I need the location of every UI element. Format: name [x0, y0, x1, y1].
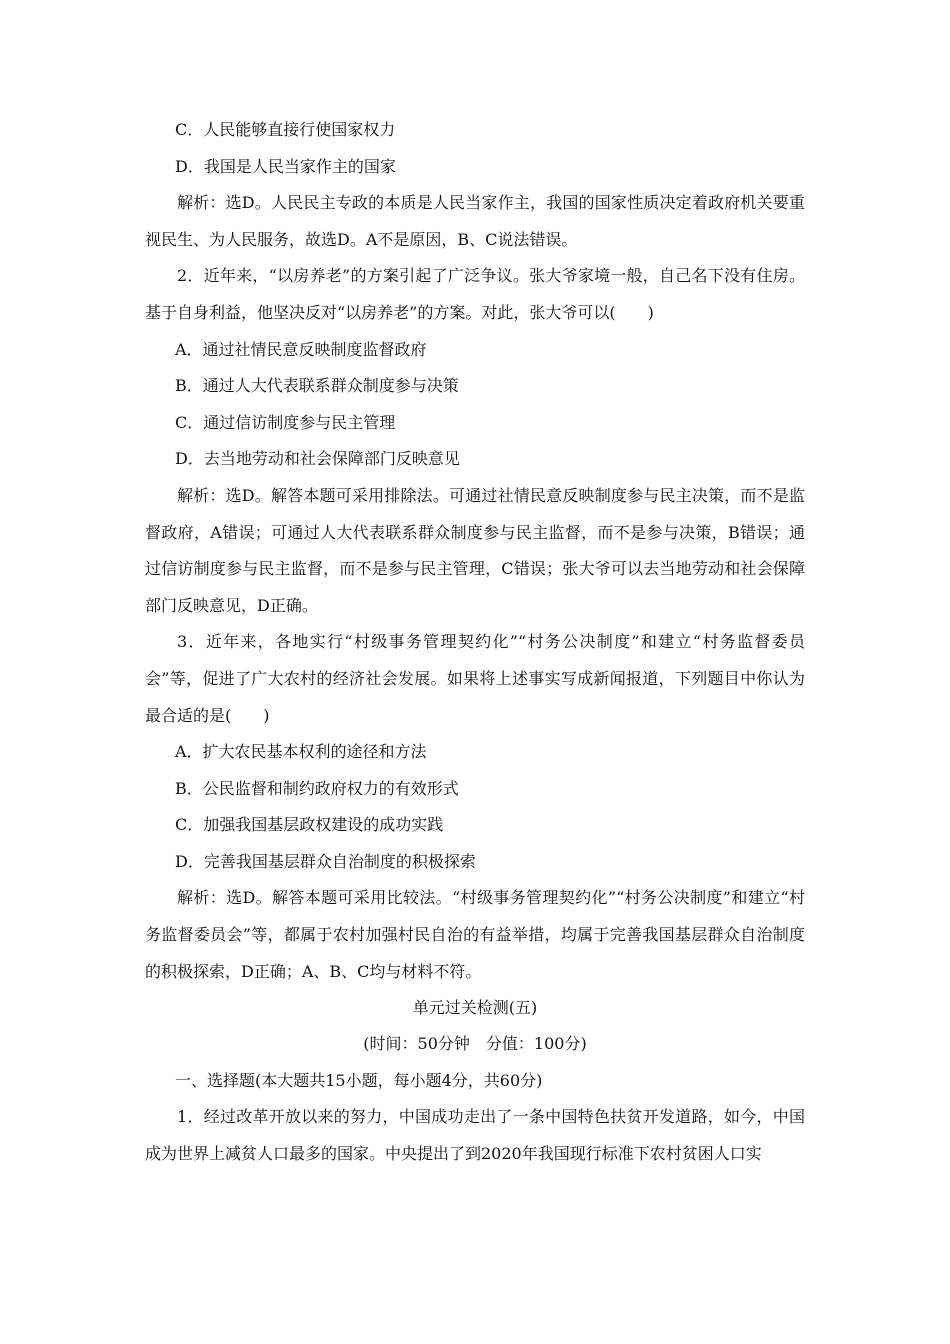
analysis-paragraph: 解析：选D。解答本题可采用比较法。“村级事务管理契约化”“村务公决制度”和建立“村务监督委员会”等，都属于农村加强村民自治的有益举措，均属于完善我国基层群众自治制度的积极探索，D正确；A、B、C均与材料不符。	[145, 888, 805, 981]
option-c: C．加强我国基层政权建设的成功实践	[175, 815, 444, 835]
question-2: 2．近年来，“以房养老”的方案引起了广泛争议。张大爷家境一般，自己名下没有住房。基于自身利益，他坚决反对“以房养老”的方案。对此，张大爷可以( )	[145, 266, 805, 322]
question-1: 1．经过改革开放以来的努力，中国成功走出了一条中国特色扶贫开发道路，如今，中国成为世界上减贫人口最多的国家。中央提出了到2020年我国现行标准下农村贫困人口实	[145, 1107, 805, 1164]
option-a: A．通过社情民意反映制度监督政府	[175, 339, 427, 359]
option-b: B．通过人大代表联系群众制度参与决策	[175, 376, 459, 396]
option-c: C．通过信访制度参与民主管理	[175, 412, 396, 432]
question-3: 3．近年来，各地实行“村级事务管理契约化”“村务公决制度”和建立“村务监督委员会”等，促进了广大农村的经济社会发展。如果将上述事实写成新闻报道，下列题目中你认为最合适的是( )	[145, 632, 805, 725]
option-d: D．完善我国基层群众自治制度的积极探索	[175, 851, 476, 871]
option-b: B．公民监督和制约政府权力的有效形式	[175, 778, 459, 798]
section-title: 单元过关检测(五)	[412, 998, 538, 1018]
option-d: D．去当地劳动和社会保障部门反映意见	[175, 449, 460, 469]
analysis-paragraph: 解析：选D。人民民主专政的本质是人民当家作主，我国的国家性质决定着政府机关要重视民生、为人民服务，故选D。A不是原因，B、C说法错误。	[145, 193, 805, 249]
option-c: C．人民能够直接行使国家权力	[175, 120, 396, 139]
option-d: D．我国是人民当家作主的国家	[175, 156, 396, 176]
document-page	[145, 112, 805, 1173]
analysis-paragraph: 解析：选D。解答本题可采用排除法。可通过社情民意反映制度参与民主决策，而不是监督政府，A错误；可通过人大代表联系群众制度参与民主监督，而不是参与决策，B错误；通过信访制度参与民主监督，而不是参与民主管理，C错误；张大爷可以去当地劳动和社会保障部门反映意见，D正确。	[145, 485, 805, 615]
exam-info: (时间：50分钟 分值：100分)	[363, 1034, 587, 1054]
section-heading: 一、选择题(本大题共15小题，每小题4分，共60分)	[175, 1070, 543, 1090]
option-a: A．扩大农民基本权利的途径和方法	[175, 742, 427, 762]
